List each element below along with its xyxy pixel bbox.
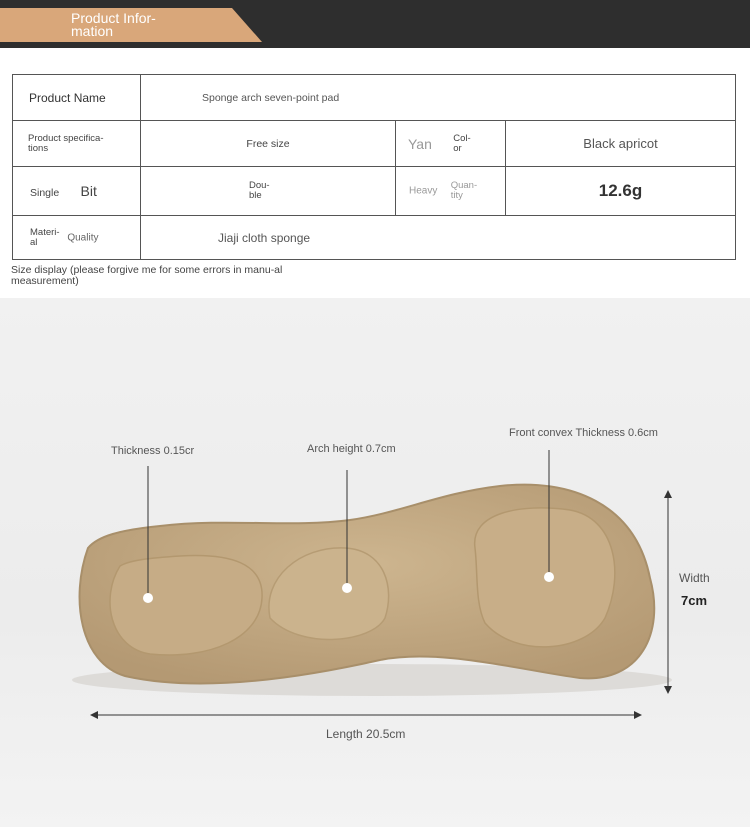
single-label-text: Single <box>30 187 60 199</box>
spec-label <box>13 121 141 167</box>
thickness-label: Thickness 0.15cr <box>111 445 195 457</box>
weight-value: 12.6g <box>506 167 736 216</box>
double-value <box>141 167 396 216</box>
material-value: Jiaji cloth sponge <box>141 216 736 260</box>
size-note: Size display (please forgive me for some errors in manu-al measurement) <box>11 264 283 287</box>
insole-illustration <box>0 298 750 827</box>
insole-diagram <box>0 298 750 827</box>
table-row <box>13 216 736 260</box>
single-label <box>13 167 141 216</box>
spec-value: Free size <box>141 121 396 167</box>
table-row <box>13 121 736 167</box>
weight-label-b: Quan-tity <box>450 180 478 201</box>
arch-dot <box>342 583 352 593</box>
material-label <box>13 216 141 260</box>
header-title: Product Infor-mation <box>71 10 156 39</box>
color-label <box>396 121 506 167</box>
front-dot <box>544 572 554 582</box>
color-label-a: Yan <box>408 135 432 152</box>
front-convex-label: Front convex Thickness 0.6cm <box>509 427 658 439</box>
table-row <box>13 167 736 216</box>
color-label-b: Col-or <box>453 132 471 154</box>
product-info-table <box>12 74 736 260</box>
weight-label <box>396 167 506 216</box>
thickness-dot <box>143 593 153 603</box>
double-value-text: Dou-ble <box>249 180 270 201</box>
arch-height-label: Arch height 0.7cm <box>307 443 396 455</box>
header-bar <box>0 0 750 48</box>
product-name-label-text: Product Name <box>29 90 106 105</box>
width-value: 7cm <box>681 593 708 608</box>
table-row <box>13 75 736 121</box>
quality-label-text: Quality <box>67 232 99 243</box>
spec-label-text: Product specifica-tions <box>28 132 104 154</box>
weight-label-a: Heavy <box>409 185 438 197</box>
bit-label-text: Bit <box>80 183 97 199</box>
length-label: Length 20.5cm <box>326 727 406 741</box>
product-name-value: Sponge arch seven-point pad <box>141 75 736 121</box>
material-label-text: Materi-al <box>30 226 60 248</box>
product-name-label <box>13 75 141 121</box>
width-label: Width <box>679 571 710 585</box>
color-value: Black apricot <box>506 121 736 167</box>
